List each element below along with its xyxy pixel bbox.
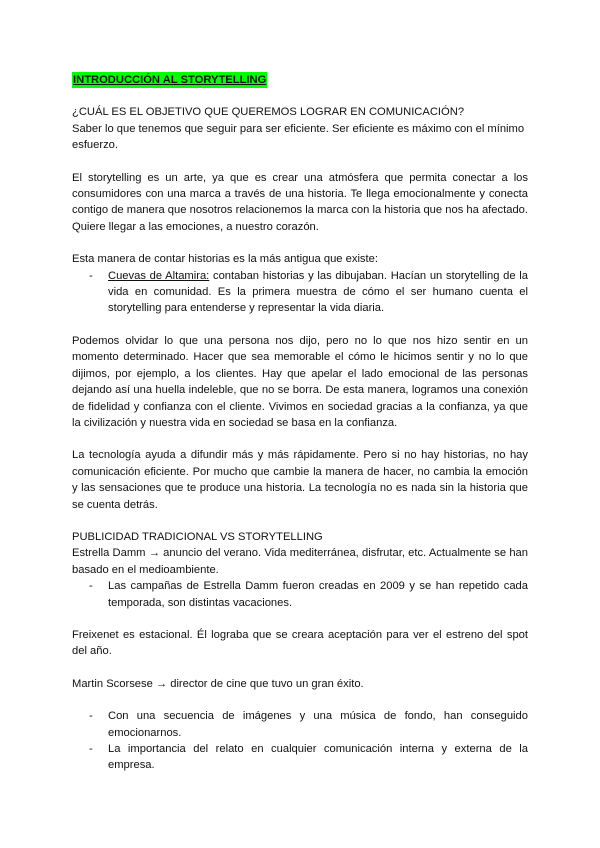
- estrella-paragraph: Estrella Damm → anuncio del verano. Vida mediterránea, disfrutar, etc. Actualmente se han basado en el medioambiente.: [72, 547, 528, 576]
- freixenet-paragraph: Freixenet es estacional. Él lograba que se creara aceptación para ver el estreno del spot del año.: [72, 628, 528, 658]
- tecnologia-paragraph: La tecnología ayuda a difundir más y más rápidamente. Pero si no hay historias, no hay comunicación eficiente. Por mucho que cambie la manera de hacer, no cambia la emoción y las sensaciones que te produce una historia. La tecnología no es nada sin la historia que se cuenta detrás.: [72, 449, 528, 511]
- altamira-list: [72, 268, 528, 317]
- list-item: [72, 268, 528, 317]
- objetivo-heading: ¿CUÁL ES EL OBJETIVO QUE QUEREMOS LOGRAR EN COMUNICACIÓN?: [72, 106, 465, 119]
- altamira-label: Cuevas de Altamira:: [108, 269, 210, 282]
- document-title: INTRODUCCIÓN AL STORYTELLING: [72, 72, 267, 88]
- scorsese-paragraph: Martin Scorsese → director de cine que tuvo un gran éxito.: [72, 677, 364, 690]
- antigua-paragraph: Esta manera de contar historias es la más antigua que existe:: [72, 253, 378, 266]
- olvidar-paragraph: Podemos olvidar lo que una persona nos dijo, pero no lo que nos hizo sentir en un momento determinado. Hacer que sea memorable el cómo le hicimos sentir y no lo que dijimos, por ejemplo, a los clientes. Hay que apelar el lado emocional de las personas dejando así una huella indeleble, que no se borra. De esta manera, logramos una conexión de fidelidad y confianza con el cliente. Vivimos en sociedad gracias a la confianza, ya que la civilización y nuestra vida en sociedad se basa en la confianza.: [72, 334, 528, 429]
- objetivo-paragraph: Saber lo que tenemos que seguir para ser eficiente. Ser eficiente es máximo con el mínimo esfuerzo.: [72, 122, 525, 152]
- estrella-list: [72, 578, 528, 611]
- publicidad-heading: PUBLICIDAD TRADICIONAL VS STORYTELLING: [72, 530, 323, 543]
- list-item: - Las campañas de Estrella Damm fueron creadas en 2009 y se han repetido cada temporada, son distintas vacaciones.: [72, 578, 528, 611]
- list-item: - La importancia del relato en cualquier comunicación interna y externa de la empresa.: [72, 741, 528, 774]
- document-body: [72, 72, 528, 774]
- scorsese-list: [72, 708, 528, 774]
- altamira-text: contaban historias y las dibujaban. Hacían un storytelling de la vida en comunidad. Es la primera muestra de cómo el ser humano cuenta el storytelling para entenderse y representar la vida diaria.: [108, 269, 528, 315]
- list-item: - Con una secuencia de imágenes y una música de fondo, han conseguido emocionarnos.: [72, 708, 528, 741]
- arte-paragraph: El storytelling es un arte, ya que es crear una atmósfera que permita conectar a los consumidores con una marca a través de una historia. Te llega emocionalmente y conecta contigo de manera que nosotros relacionemos la marca con la historia que nos ha afectado. Quiere llegar a las emociones, a nuestro corazón.: [72, 171, 528, 233]
